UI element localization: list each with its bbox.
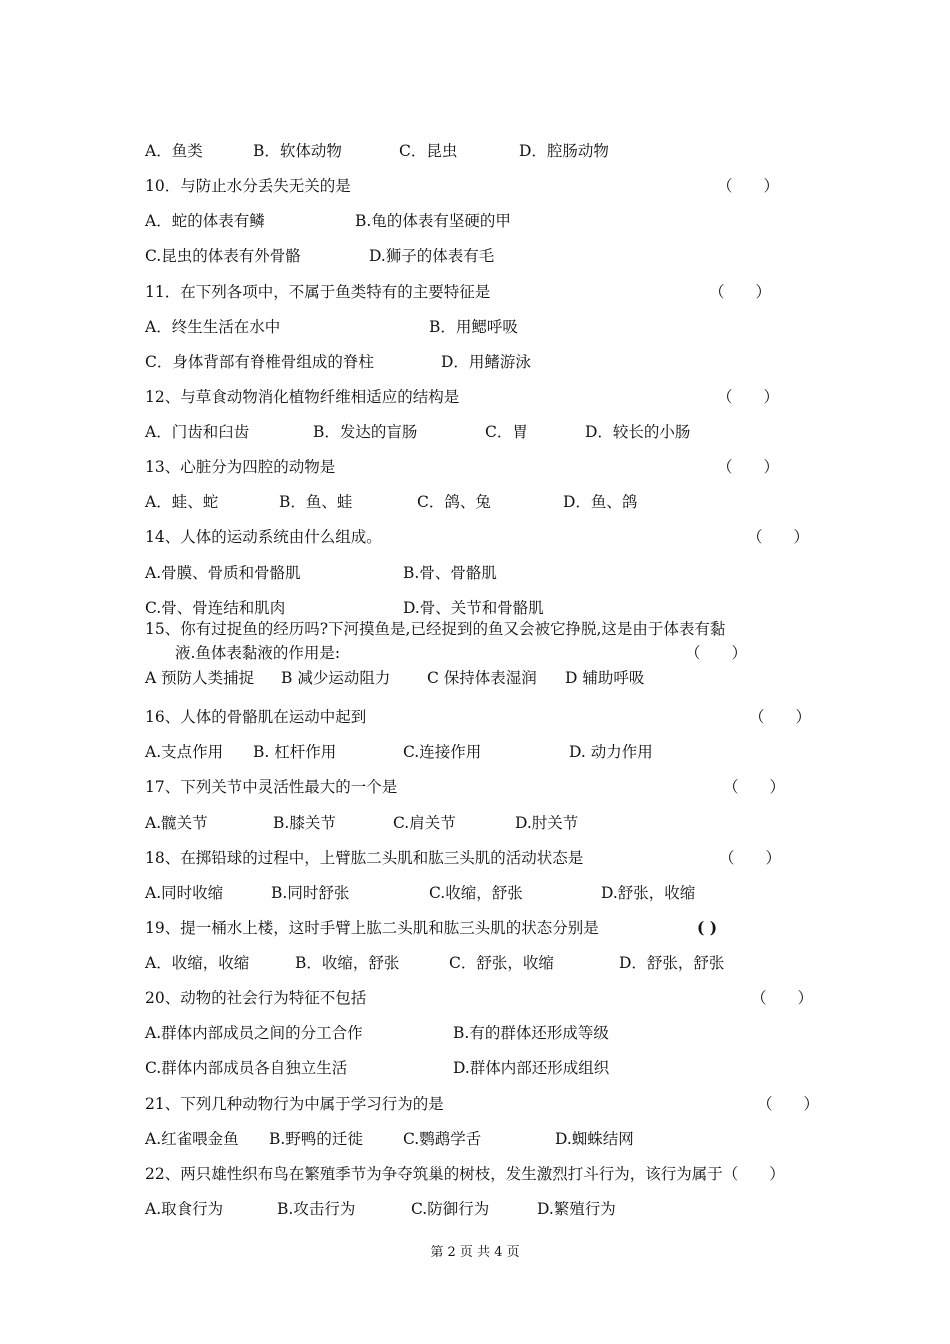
q16-option-d: D. 动力作用 — [569, 743, 653, 761]
q15-text: 15、你有过捉鱼的经历吗?下河摸鱼是,已经捉到的鱼又会被它挣脱,这是由于体表有黏 — [145, 620, 726, 638]
q14-option-b: B.骨、骨骼肌 — [403, 564, 497, 582]
q18-option-d: D.舒张，收缩 — [601, 884, 696, 902]
q10-option-c: C.昆虫的体表有外骨骼 — [145, 247, 301, 265]
q12-option-a: A．门齿和臼齿 — [145, 423, 250, 441]
q19-answer-bracket: ( ) — [697, 918, 718, 937]
q14-option-c: C.骨、骨连结和肌肉 — [145, 599, 286, 617]
q12-answer-bracket: （ ） — [717, 388, 780, 406]
q15-option-d: D 辅助呼吸 — [565, 669, 645, 687]
q20-option-d: D.群体内部还形成组织 — [453, 1059, 610, 1077]
q20-text: 20、动物的社会行为特征不包括 — [145, 989, 367, 1007]
q20-option-c: C.群体内部成员各自独立生活 — [145, 1059, 348, 1077]
q16-option-c: C.连接作用 — [403, 743, 482, 761]
q19-option-c: C．舒张，收缩 — [449, 954, 554, 972]
q11-question — [145, 281, 805, 303]
q18-option-c: C.收缩，舒张 — [429, 884, 523, 902]
q13-question — [145, 456, 805, 478]
q14-option-d: D.骨、关节和骨骼肌 — [403, 599, 544, 617]
q13-answer-bracket: （ ） — [717, 458, 780, 476]
q20-option-b: B.有的群体还形成等级 — [453, 1024, 609, 1042]
q17-option-c: C.肩关节 — [393, 814, 456, 832]
q16-question — [145, 706, 812, 728]
q14-text: 14、人体的运动系统由什么组成。 — [145, 528, 382, 546]
q13-option-b: B．鱼、蛙 — [279, 493, 353, 511]
q14-option-a: A.骨膜、骨质和骨骼肌 — [145, 564, 301, 582]
q19-option-b: B．收缩，舒张 — [295, 954, 400, 972]
q18-option-a: A.同时收缩 — [145, 884, 224, 902]
q22-text: 22、两只雄性织布鸟在繁殖季节为争夺筑巢的树枝，发生激烈打斗行为，该行为属于（ ） — [145, 1165, 785, 1183]
q17-option-d: D.肘关节 — [515, 814, 579, 832]
q13-text: 13、心脏分为四腔的动物是 — [145, 458, 336, 476]
q11-text: 11．在下列各项中，不属于鱼类特有的主要特征是 — [145, 283, 491, 301]
q20-option-a: A.群体内部成员之间的分工合作 — [145, 1024, 363, 1042]
q15-answer-bracket: （ ） — [685, 644, 748, 662]
q19-option-a: A．收缩，收缩 — [145, 954, 250, 972]
q10-text: 10．与防止水分丢失无关的是 — [145, 177, 351, 195]
q13-option-d: D．鱼、鸽 — [563, 493, 638, 511]
q10-question — [145, 175, 805, 197]
q10-option-b: B.龟的体表有坚硬的甲 — [355, 212, 511, 230]
q15-option-a: A 预防人类捕捉 — [145, 669, 255, 687]
q15-text-continued: 液.鱼体表黏液的作用是: — [175, 644, 341, 662]
q18-option-b: B.同时舒张 — [271, 884, 350, 902]
q18-text: 18、在掷铅球的过程中，上臂肱二头肌和肱三头肌的活动状态是 — [145, 849, 584, 867]
q20-question — [145, 987, 814, 1009]
q15-option-b: B 减少运动阻力 — [281, 669, 391, 687]
q9-option-c: C．昆虫 — [399, 142, 458, 160]
q10-option-a: A．蛇的体表有鳞 — [145, 212, 265, 230]
q16-option-b: B. 杠杆作用 — [253, 743, 337, 761]
q17-option-a: A.髋关节 — [145, 814, 208, 832]
q14-answer-bracket: （ ） — [747, 528, 810, 546]
q15-question-line1 — [145, 618, 805, 640]
q16-text: 16、人体的骨骼肌在运动中起到 — [145, 708, 367, 726]
q22-question — [145, 1163, 805, 1185]
q21-option-d: D.蜘蛛结网 — [555, 1130, 634, 1148]
q13-option-c: C．鸽、兔 — [417, 493, 491, 511]
q13-option-a: A．蛙、蛇 — [145, 493, 219, 511]
q9-option-a: A．鱼类 — [145, 142, 203, 160]
q19-question — [145, 917, 805, 939]
q17-answer-bracket: （ ） — [723, 778, 786, 796]
q11-option-a: A．终生生活在水中 — [145, 318, 281, 336]
q11-answer-bracket: （ ） — [709, 283, 772, 301]
q18-question — [145, 847, 805, 869]
q16-option-a: A.支点作用 — [145, 743, 224, 761]
q15-option-c: C 保持体表湿润 — [427, 669, 537, 687]
q9-option-d: D．腔肠动物 — [519, 142, 609, 160]
q12-option-c: C．胃 — [485, 423, 528, 441]
q21-option-a: A.红雀喂金鱼 — [145, 1130, 239, 1148]
q11-option-d: D．用鳍游泳 — [441, 353, 531, 371]
q12-option-d: D．较长的小肠 — [585, 423, 691, 441]
q22-option-c: C.防御行为 — [411, 1200, 490, 1218]
q16-answer-bracket: （ ） — [749, 708, 812, 726]
q19-option-d: D．舒张，舒张 — [619, 954, 725, 972]
q17-text: 17、下列关节中灵活性最大的一个是 — [145, 778, 398, 796]
q18-answer-bracket: （ ） — [719, 849, 782, 867]
q21-option-b: B.野鸭的迁徙 — [269, 1130, 363, 1148]
q11-option-c: C．身体背部有脊椎骨组成的脊柱 — [145, 353, 374, 371]
q21-option-c: C.鹦鹉学舌 — [403, 1130, 482, 1148]
q17-option-b: B.膝关节 — [273, 814, 336, 832]
q12-text: 12、与草食动物消化植物纤维相适应的结构是 — [145, 388, 460, 406]
q21-text: 21、下列几种动物行为中属于学习行为的是 — [145, 1095, 444, 1113]
q9-option-b: B．软体动物 — [253, 142, 342, 160]
q21-question — [145, 1093, 820, 1115]
q17-question — [145, 776, 805, 798]
q11-option-b: B．用鳃呼吸 — [429, 318, 518, 336]
page-number-footer: 第 2 页 共 4 页 — [430, 1245, 520, 1260]
q22-option-b: B.攻击行为 — [277, 1200, 356, 1218]
q12-option-b: B．发达的盲肠 — [313, 423, 418, 441]
q19-text: 19、提一桶水上楼，这时手臂上肱二头肌和肱三头肌的状态分别是 — [145, 919, 599, 937]
q12-question — [145, 386, 805, 408]
q14-question — [145, 526, 810, 548]
q22-option-a: A.取食行为 — [145, 1200, 224, 1218]
q22-option-d: D.繁殖行为 — [537, 1200, 616, 1218]
q21-answer-bracket: （ ） — [757, 1095, 820, 1113]
q10-answer-bracket: （ ） — [717, 177, 780, 195]
q10-option-d: D.狮子的体表有毛 — [369, 247, 495, 265]
q20-answer-bracket: （ ） — [751, 989, 814, 1007]
